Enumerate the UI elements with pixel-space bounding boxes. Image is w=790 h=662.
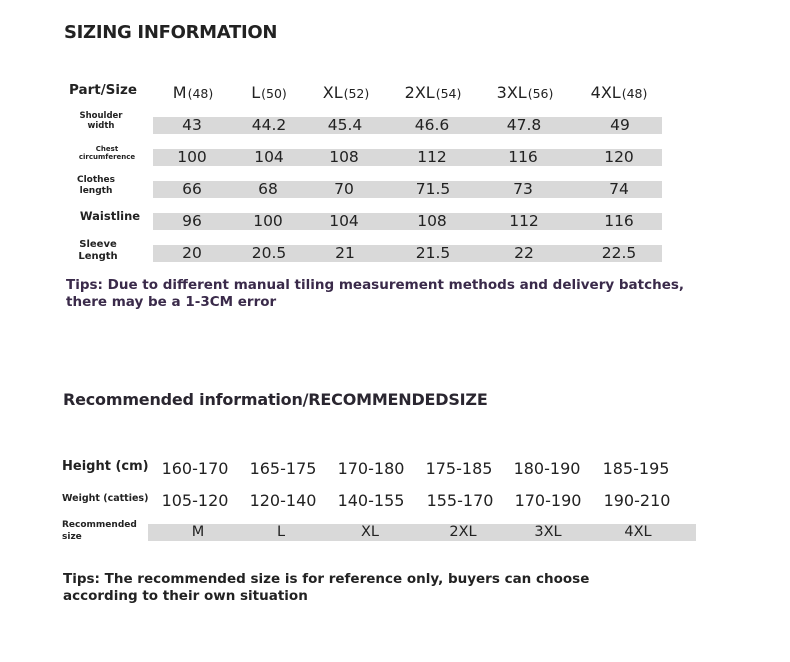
row-label-line: length	[79, 185, 113, 196]
recommended-size-cell: M	[191, 524, 205, 540]
size-header-2xl	[405, 83, 462, 102]
size-header-xl	[323, 83, 370, 102]
row-label-shoulder	[79, 111, 122, 131]
tips-line: Tips: Due to different manual tiling measurement methods and delivery batches,	[66, 277, 685, 293]
table-cell: 22.5	[601, 244, 637, 262]
sizing-tips	[66, 277, 684, 311]
weight-cell: 105-120	[161, 491, 229, 510]
row-band-sleeve	[153, 245, 662, 262]
table-cell: 43	[182, 116, 202, 134]
recommended-size-cell: L	[276, 524, 286, 540]
tips-line: according to their own situation	[63, 588, 308, 604]
table-cell: 21	[335, 244, 355, 262]
recommended-size-cell: XL	[360, 524, 380, 540]
size-number: (54)	[435, 86, 462, 101]
table-cell: 96	[182, 212, 202, 230]
table-cell: 66	[182, 180, 202, 198]
row-label-waist	[80, 210, 140, 224]
height-cell: 165-175	[249, 459, 317, 478]
height-label: Height (cm)	[62, 459, 149, 474]
row-label-line: Clothes	[76, 175, 116, 185]
recommended-size-label	[62, 519, 137, 543]
weight-cell: 120-140	[249, 491, 317, 510]
size-header-3xl	[497, 83, 554, 102]
table-cell: 49	[610, 116, 630, 134]
size-header-4xl	[591, 83, 648, 102]
recommended-size-cell: 3XL	[534, 524, 562, 540]
recommended-title: Recommended information/RECOMMENDEDSIZE	[63, 390, 488, 409]
table-cell: 120	[604, 148, 634, 166]
size-name: L	[251, 83, 261, 102]
table-cell: 104	[254, 148, 284, 166]
height-cell: 170-180	[337, 459, 405, 478]
height-cell: 175-185	[425, 459, 493, 478]
table-cell: 100	[253, 212, 283, 230]
size-name: 2XL	[404, 83, 435, 102]
table-cell: 108	[329, 148, 359, 166]
table-cell: 112	[509, 212, 539, 230]
recommended-size-cell: 4XL	[624, 524, 652, 540]
tips-line: there may be a 1-3CM error	[66, 294, 277, 310]
size-number: (56)	[527, 86, 554, 101]
row-label-line: width	[87, 121, 115, 132]
row-label-clothes	[77, 175, 115, 197]
recommended-tips	[63, 571, 589, 605]
row-label-sleeve	[78, 239, 117, 263]
weight-label: Weight (catties)	[62, 493, 149, 504]
table-cell: 70	[334, 180, 354, 198]
weight-cell: 170-190	[514, 491, 582, 510]
table-cell: 100	[177, 148, 207, 166]
weight-cell: 140-155	[337, 491, 405, 510]
row-label-line: Chest	[95, 145, 119, 153]
table-cell: 71.5	[415, 180, 451, 198]
row-label-line: Sleeve	[79, 239, 117, 250]
table-cell: 68	[258, 180, 278, 198]
row-label-line: Waistline	[79, 209, 141, 223]
weight-cell: 155-170	[426, 491, 494, 510]
table-cell: 47.8	[506, 116, 542, 134]
table-cell: 46.6	[414, 116, 450, 134]
height-cell: 185-195	[602, 459, 670, 478]
size-header-l	[251, 83, 287, 102]
sizing-title: SIZING INFORMATION	[64, 22, 278, 43]
row-band-shoulder	[153, 117, 662, 134]
recommended-size-band	[148, 524, 696, 541]
label-line: Recommended	[62, 520, 137, 530]
recommended-size-cell: 2XL	[449, 524, 477, 540]
size-number: (48)	[621, 86, 648, 101]
part-size-header: Part/Size	[69, 82, 138, 98]
table-cell: 22	[514, 244, 534, 262]
size-number: (50)	[261, 86, 287, 101]
size-number: (48)	[187, 86, 214, 101]
table-cell: 45.4	[327, 116, 363, 134]
table-cell: 104	[329, 212, 359, 230]
table-cell: 116	[508, 148, 538, 166]
size-header-m	[173, 83, 213, 102]
table-cell: 74	[609, 180, 629, 198]
row-label-line: Length	[78, 251, 118, 262]
height-cell: 180-190	[513, 459, 581, 478]
table-cell: 20.5	[251, 244, 287, 262]
row-label-line: circumference	[78, 153, 136, 162]
row-label-chest	[79, 145, 135, 162]
row-band-waist	[153, 213, 662, 230]
size-name: XL	[322, 83, 343, 102]
size-name: M	[172, 83, 187, 102]
table-cell: 44.2	[251, 116, 287, 134]
size-name: 4XL	[590, 83, 621, 102]
table-cell: 116	[604, 212, 634, 230]
table-cell: 21.5	[415, 244, 451, 262]
table-cell: 108	[417, 212, 447, 230]
table-cell: 73	[513, 180, 533, 198]
tips-line: Tips: The recommended size is for reference only, buyers can choose	[63, 571, 590, 587]
weight-cell: 190-210	[603, 491, 671, 510]
row-band-chest	[153, 149, 662, 166]
row-label-line: Shoulder	[79, 111, 123, 121]
size-number: (52)	[343, 86, 370, 101]
table-cell: 112	[417, 148, 447, 166]
row-band-clothes	[153, 181, 662, 198]
label-line: size	[62, 532, 82, 542]
table-cell: 20	[182, 244, 202, 262]
size-name: 3XL	[496, 83, 527, 102]
height-cell: 160-170	[161, 459, 229, 478]
